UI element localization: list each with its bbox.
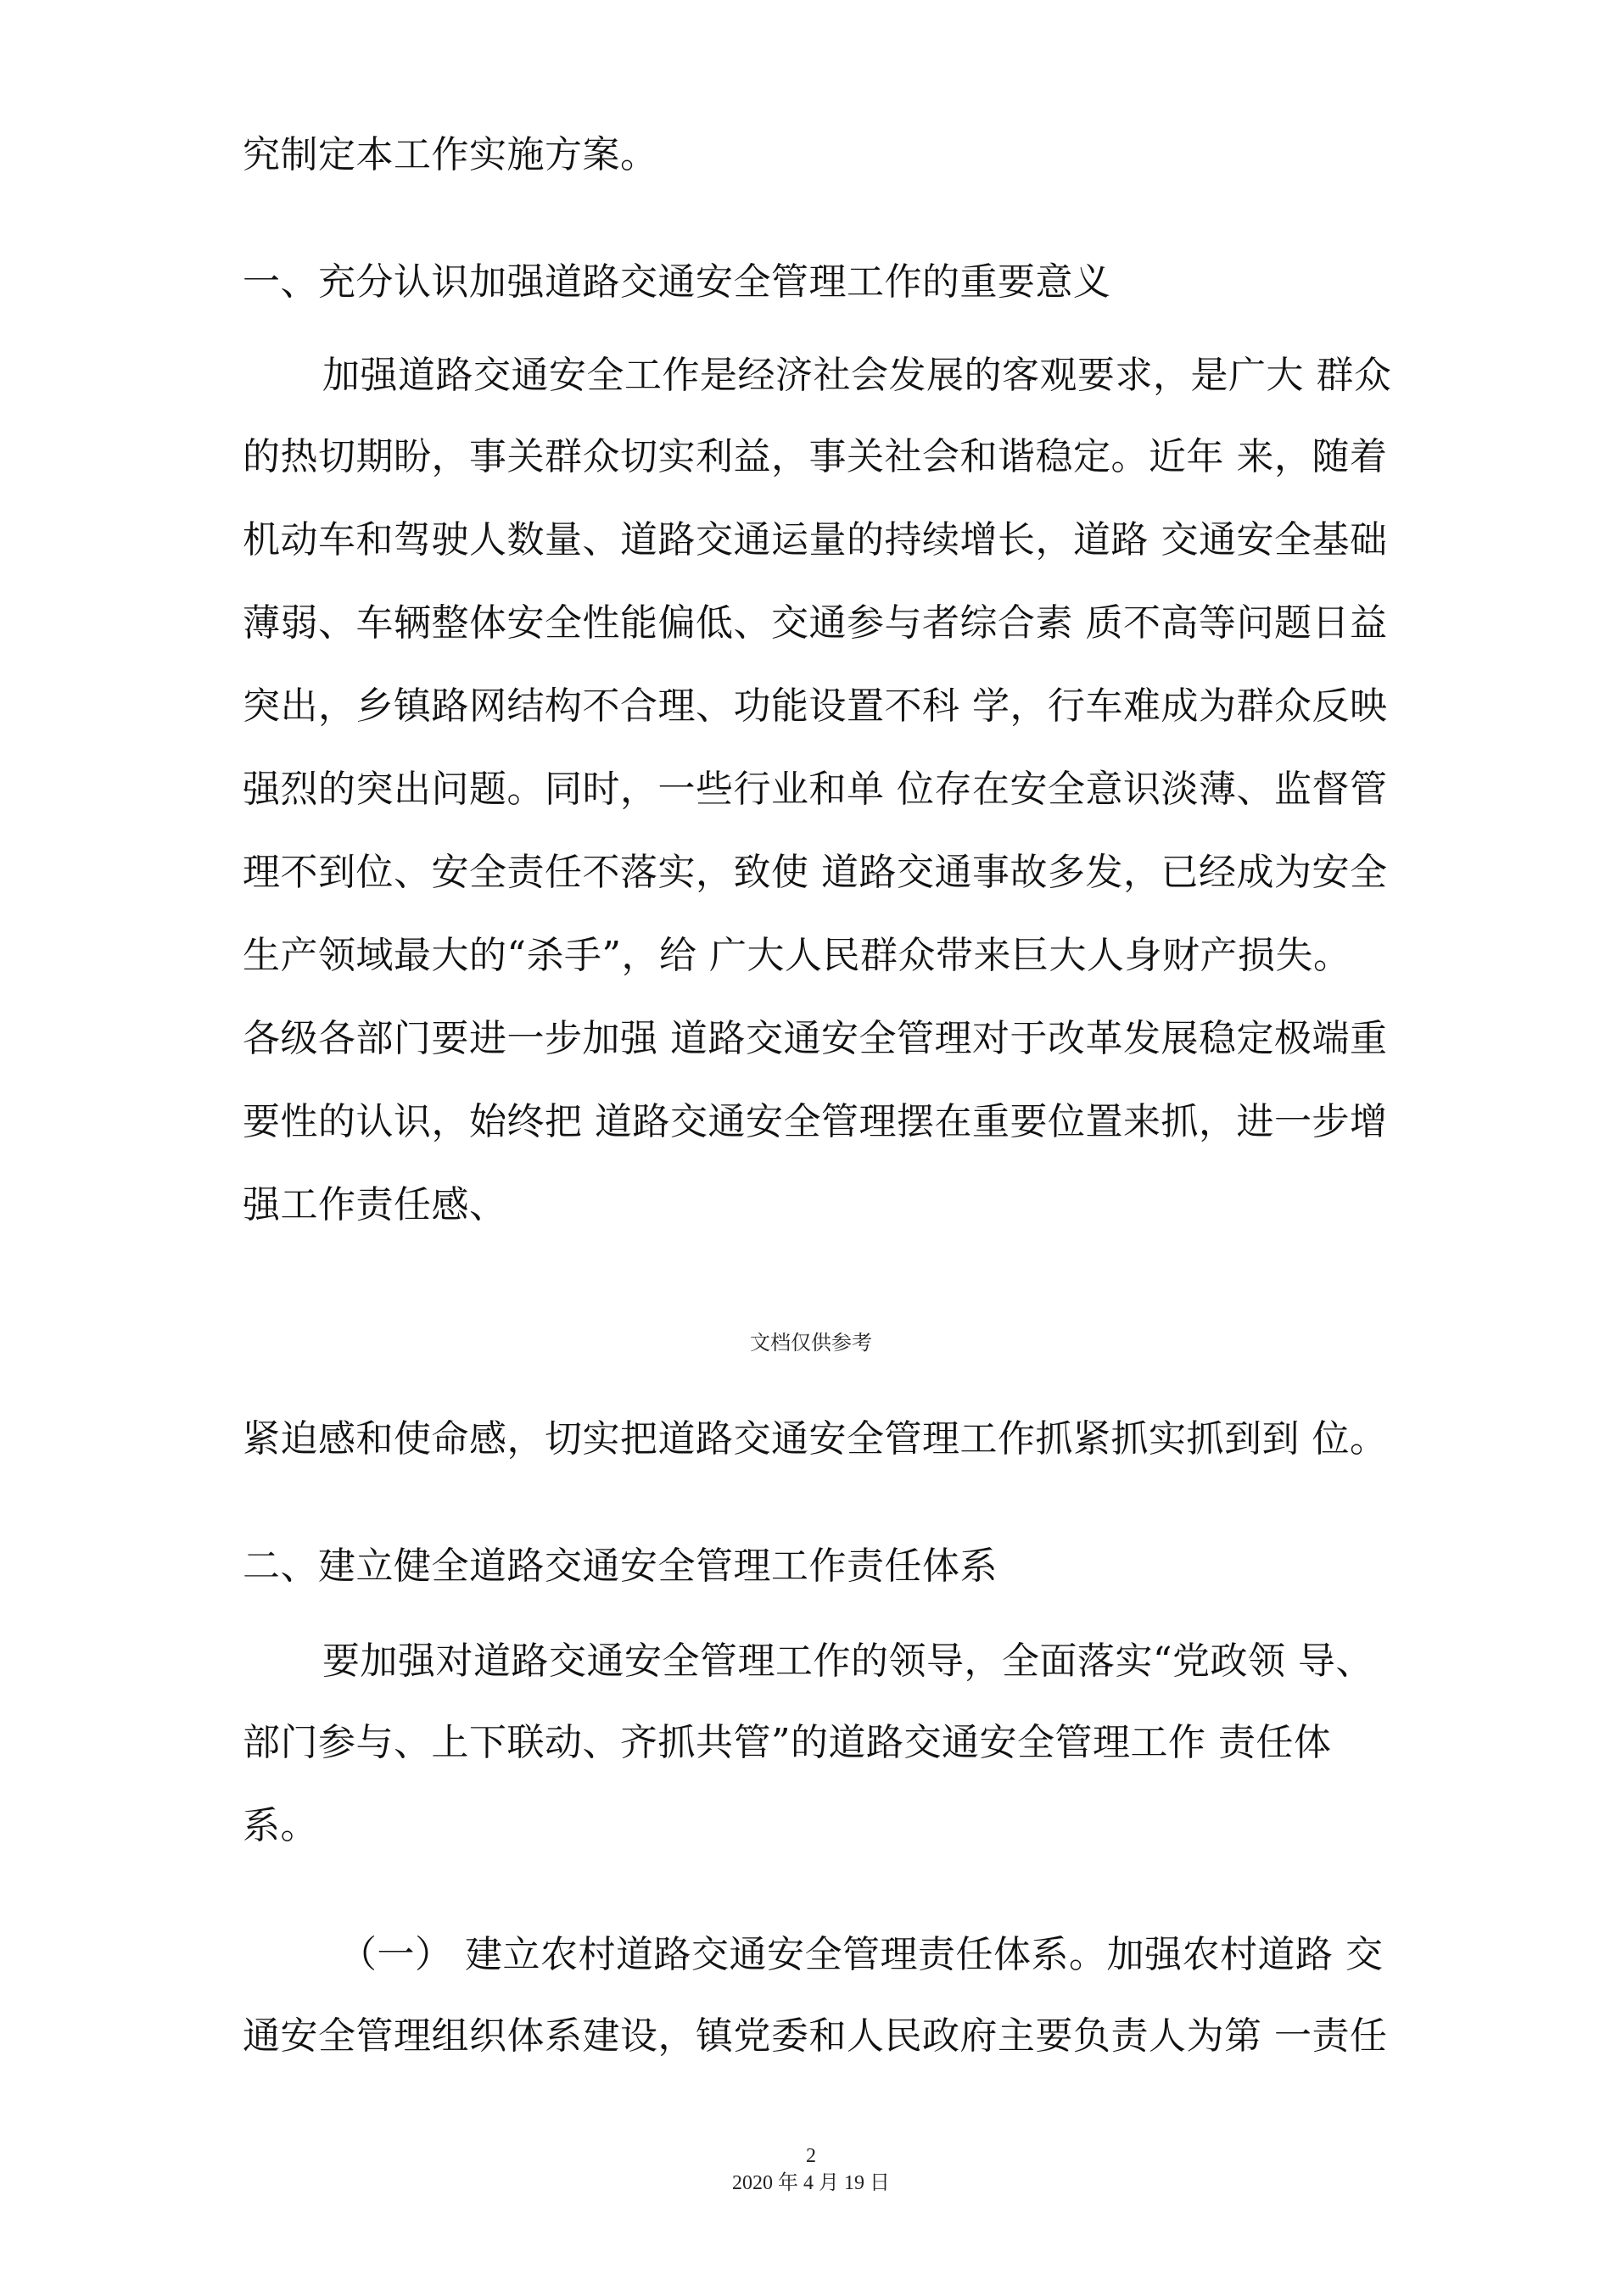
section1-paragraph-line: 要性的认识，始终把 道路交通安全管理摆在重要位置来抓，进一步增 [243, 1100, 1388, 1143]
footer-date: 2020 年 4 月 19 日 [732, 2172, 890, 2194]
section1-paragraph-line: 理不到位、安全责任不落实，致使 道路交通事故多发，已经成为安全 [243, 851, 1388, 894]
watermark-text: 文档仅供参考 [750, 1331, 872, 1355]
section1-paragraph-line: 突出，乡镇路网结构不合理、功能设置不科 学，行车难成为群众反映 [243, 684, 1388, 728]
continuation-line: 紧迫感和使命感，切实把道路交通安全管理工作抓紧抓实抓到到 位。 [243, 1417, 1388, 1461]
section1-heading: 一、充分认识加强道路交通安全管理工作的重要意义 [243, 260, 1111, 304]
section2-heading: 二、建立健全道路交通安全管理工作责任体系 [243, 1545, 998, 1588]
intro-tail-line: 究制定本工作实施方案。 [243, 133, 658, 176]
section1-paragraph-line: 各级各部门要进一步加强 道路交通安全管理对于改革发展稳定极端重 [243, 1017, 1388, 1060]
section1-paragraph-line: 薄弱、车辆整体安全性能偏低、交通参与者综合素 质不高等问题日益 [243, 601, 1388, 645]
section1-paragraph-line: 强工作责任感、 [243, 1183, 507, 1226]
section2-paragraph-line: 系。 [243, 1804, 318, 1847]
section1-paragraph-line: 生产领域最大的“杀手”，给 广大人民群众带来巨大人身财产损失。 [243, 934, 1351, 977]
page-number: 2 [806, 2145, 816, 2167]
subsection1-paragraph-line: （一） 建立农村道路交通安全管理责任体系。加强农村道路 交 [339, 1933, 1384, 1976]
section1-paragraph-line: 加强道路交通安全工作是经济社会发展的客观要求，是广大 群众 [322, 354, 1392, 397]
section2-paragraph-line: 部门参与、上下联动、齐抓共管”的道路交通安全管理工作 责任体 [243, 1721, 1332, 1764]
subsection1-paragraph-line: 通安全管理组织体系建设，镇党委和人民政府主要负责人为第 一责任 [243, 2014, 1388, 2058]
section1-paragraph-line: 的热切期盼，事关群众切实利益，事关社会和谐稳定。近年 来，随着 [243, 435, 1388, 478]
section1-paragraph-line: 机动车和驾驶人数量、道路交通运量的持续增长，道路 交通安全基础 [243, 518, 1388, 561]
section1-paragraph-line: 强烈的突出问题。同时，一些行业和单 位存在安全意识淡薄、监督管 [243, 768, 1388, 811]
section2-paragraph-line: 要加强对道路交通安全管理工作的领导，全面落实“党政领 导、 [322, 1640, 1373, 1683]
